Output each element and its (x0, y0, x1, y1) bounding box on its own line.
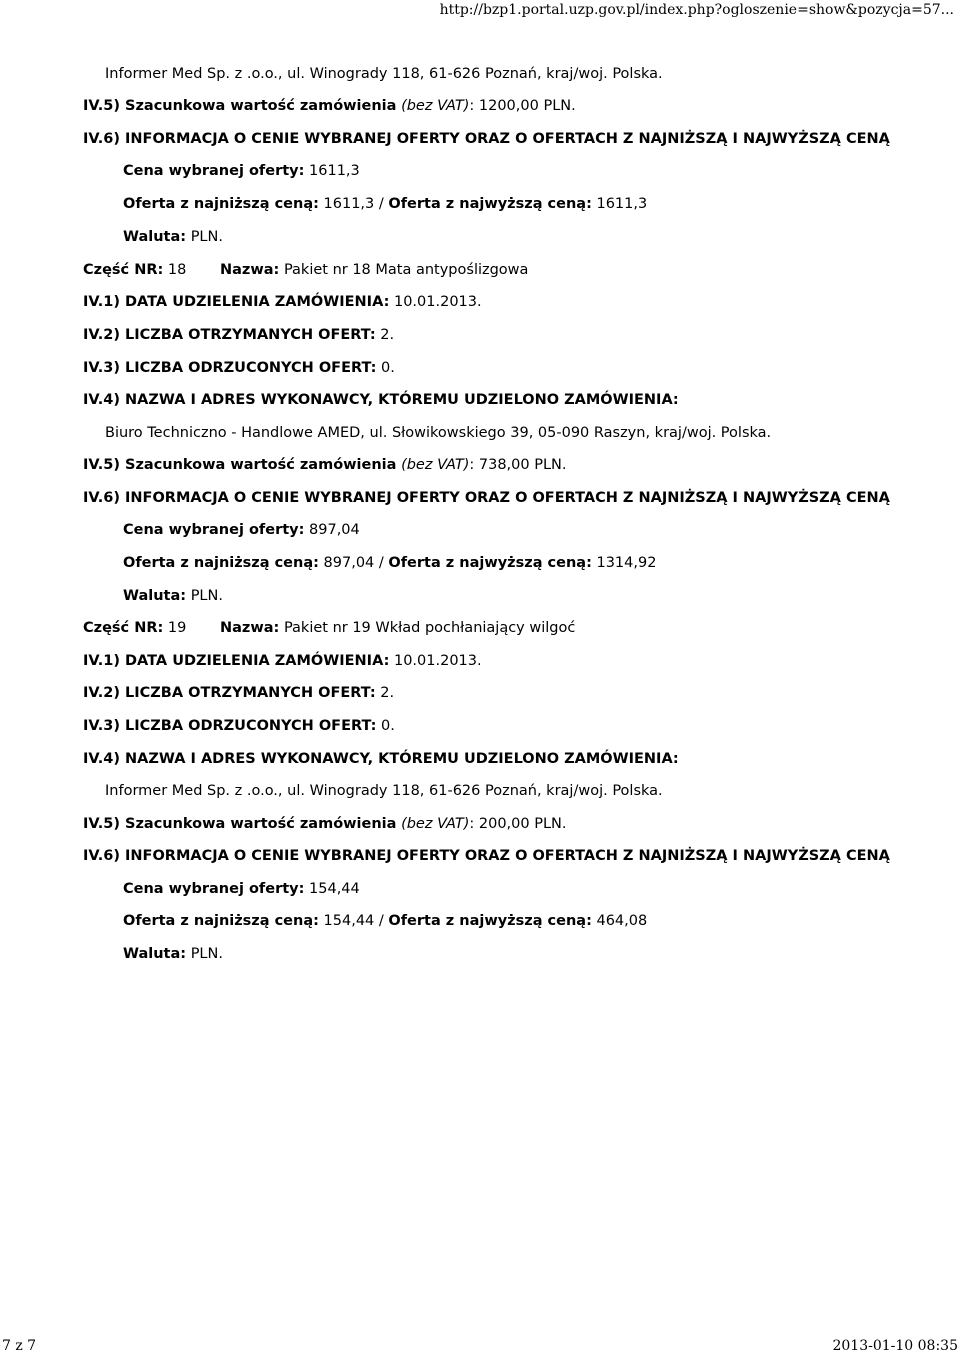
waluta-label: Waluta: (123, 946, 187, 962)
waluta-line (123, 946, 223, 962)
bez-vat-label: (bez VAT) (401, 98, 470, 114)
waluta-value: PLN. (190, 946, 223, 962)
informacja-heading: IV.6) INFORMACJA O CENIE WYBRANEJ OFERTY ORAZ O OFERTACH Z NAJNIŻSZĄ I NAJWYŻSZĄ CENĄ (83, 848, 890, 864)
szacunkowa-label: IV.5) Szacunkowa wartość zamówienia (83, 98, 397, 114)
wykonawca-address: Informer Med Sp. z .o.o., ul. Winogrady 118, 61-626 Poznań, kraj/woj. Polska. (105, 66, 663, 82)
liczba-otrzymanych-label: IV.2) LICZBA OTRZYMANYCH OFERT: (83, 685, 376, 701)
nazwa-label: Nazwa: (220, 620, 280, 636)
liczba-otrzymanych-value: 2. (380, 685, 395, 701)
czesc-nr-line (83, 262, 186, 278)
waluta-value: PLN. (190, 588, 223, 604)
oferta-najwyzsza-label: Oferta z najwyższą ceną: (388, 555, 592, 571)
szacunkowa-wartosc-line (83, 457, 567, 473)
informacja-heading: IV.6) INFORMACJA O CENIE WYBRANEJ OFERTY ORAZ O OFERTACH Z NAJNIŻSZĄ I NAJWYŻSZĄ CENĄ (83, 131, 890, 147)
liczba-otrzymanych-line (83, 685, 394, 701)
oferta-najnizsza-najwyzsza-line (123, 913, 647, 929)
szacunkowa-value: : 1200,00 PLN. (469, 98, 576, 114)
cena-wybranej-line (123, 522, 360, 538)
szacunkowa-wartosc-line (83, 98, 576, 114)
slash-separator: / (378, 196, 384, 212)
cena-wybranej-value: 154,44 (309, 881, 360, 897)
nazwa-line (220, 262, 528, 278)
waluta-line (123, 229, 223, 245)
czesc-nr-value: 19 (167, 620, 187, 636)
oferta-najwyzsza-label: Oferta z najwyższą ceną: (388, 196, 592, 212)
liczba-odrzuconych-value: 0. (381, 718, 395, 734)
nazwa-adres-heading: IV.4) NAZWA I ADRES WYKONAWCY, KTÓREMU UDZIELONO ZAMÓWIENIA: (83, 751, 679, 767)
cena-wybranej-value: 1611,3 (309, 163, 360, 179)
czesc-nr-label: Część NR: (83, 262, 164, 278)
oferta-najnizsza-value: 1611,3 (323, 196, 375, 212)
oferta-najnizsza-label: Oferta z najniższą ceną: (123, 913, 319, 929)
waluta-label: Waluta: (123, 588, 187, 604)
data-udzielenia-value: 10.01.2013. (393, 294, 482, 310)
szacunkowa-wartosc-line (83, 816, 567, 832)
oferta-najwyzsza-value: 1611,3 (596, 196, 648, 212)
szacunkowa-label: IV.5) Szacunkowa wartość zamówienia (83, 457, 397, 473)
nazwa-label: Nazwa: (220, 262, 280, 278)
cena-wybranej-value: 897,04 (309, 522, 360, 538)
wykonawca-address: Informer Med Sp. z .o.o., ul. Winogrady 118, 61-626 Poznań, kraj/woj. Polska. (105, 783, 663, 799)
oferta-najwyzsza-value: 464,08 (596, 913, 648, 929)
slash-separator: / (378, 555, 384, 571)
cena-wybranej-label: Cena wybranej oferty: (123, 881, 305, 897)
liczba-odrzuconych-label: IV.3) LICZBA ODRZUCONYCH OFERT: (83, 360, 377, 376)
oferta-najwyzsza-label: Oferta z najwyższą ceną: (388, 913, 592, 929)
liczba-otrzymanych-line (83, 327, 394, 343)
liczba-odrzuconych-line (83, 718, 395, 734)
nazwa-adres-heading: IV.4) NAZWA I ADRES WYKONAWCY, KTÓREMU UDZIELONO ZAMÓWIENIA: (83, 392, 679, 408)
nazwa-value: Pakiet nr 19 Wkład pochłaniający wilgoć (283, 620, 576, 636)
bez-vat-label: (bez VAT) (401, 457, 470, 473)
czesc-nr-label: Część NR: (83, 620, 164, 636)
header-url: http://bzp1.portal.uzp.gov.pl/index.php?ogloszenie=show&pozycja=57... (439, 2, 954, 18)
liczba-odrzuconych-value: 0. (381, 360, 395, 376)
liczba-otrzymanych-label: IV.2) LICZBA OTRZYMANYCH OFERT: (83, 327, 376, 343)
waluta-label: Waluta: (123, 229, 187, 245)
szacunkowa-value: : 200,00 PLN. (469, 816, 567, 832)
nazwa-value: Pakiet nr 18 Mata antypoślizgowa (283, 262, 529, 278)
informacja-heading: IV.6) INFORMACJA O CENIE WYBRANEJ OFERTY ORAZ O OFERTACH Z NAJNIŻSZĄ I NAJWYŻSZĄ CENĄ (83, 490, 890, 506)
data-udzielenia-line (83, 653, 482, 669)
szacunkowa-value: : 738,00 PLN. (469, 457, 567, 473)
oferta-najnizsza-value: 897,04 (323, 555, 375, 571)
oferta-najnizsza-label: Oferta z najniższą ceną: (123, 555, 319, 571)
oferta-najnizsza-label: Oferta z najniższą ceną: (123, 196, 319, 212)
print-datetime: 2013-01-10 08:35 (832, 1338, 958, 1354)
czesc-nr-value: 18 (167, 262, 187, 278)
page-number: 7 z 7 (2, 1338, 37, 1354)
data-udzielenia-value: 10.01.2013. (393, 653, 482, 669)
wykonawca-address: Biuro Techniczno - Handlowe AMED, ul. Słowikowskiego 39, 05-090 Raszyn, kraj/woj. Polska. (105, 425, 772, 441)
cena-wybranej-label: Cena wybranej oferty: (123, 522, 305, 538)
cena-wybranej-label: Cena wybranej oferty: (123, 163, 305, 179)
oferta-najnizsza-value: 154,44 (323, 913, 375, 929)
cena-wybranej-line (123, 881, 360, 897)
data-udzielenia-label: IV.1) DATA UDZIELENIA ZAMÓWIENIA: (83, 294, 390, 310)
oferta-najnizsza-najwyzsza-line (123, 555, 656, 571)
liczba-odrzuconych-line (83, 360, 395, 376)
oferta-najnizsza-najwyzsza-line (123, 196, 647, 212)
data-udzielenia-line (83, 294, 482, 310)
waluta-line (123, 588, 223, 604)
szacunkowa-label: IV.5) Szacunkowa wartość zamówienia (83, 816, 397, 832)
slash-separator: / (378, 913, 384, 929)
liczba-otrzymanych-value: 2. (380, 327, 395, 343)
liczba-odrzuconych-label: IV.3) LICZBA ODRZUCONYCH OFERT: (83, 718, 377, 734)
data-udzielenia-label: IV.1) DATA UDZIELENIA ZAMÓWIENIA: (83, 653, 390, 669)
oferta-najwyzsza-value: 1314,92 (596, 555, 657, 571)
nazwa-line (220, 620, 575, 636)
czesc-nr-line (83, 620, 186, 636)
cena-wybranej-line (123, 163, 360, 179)
bez-vat-label: (bez VAT) (401, 816, 470, 832)
waluta-value: PLN. (190, 229, 223, 245)
